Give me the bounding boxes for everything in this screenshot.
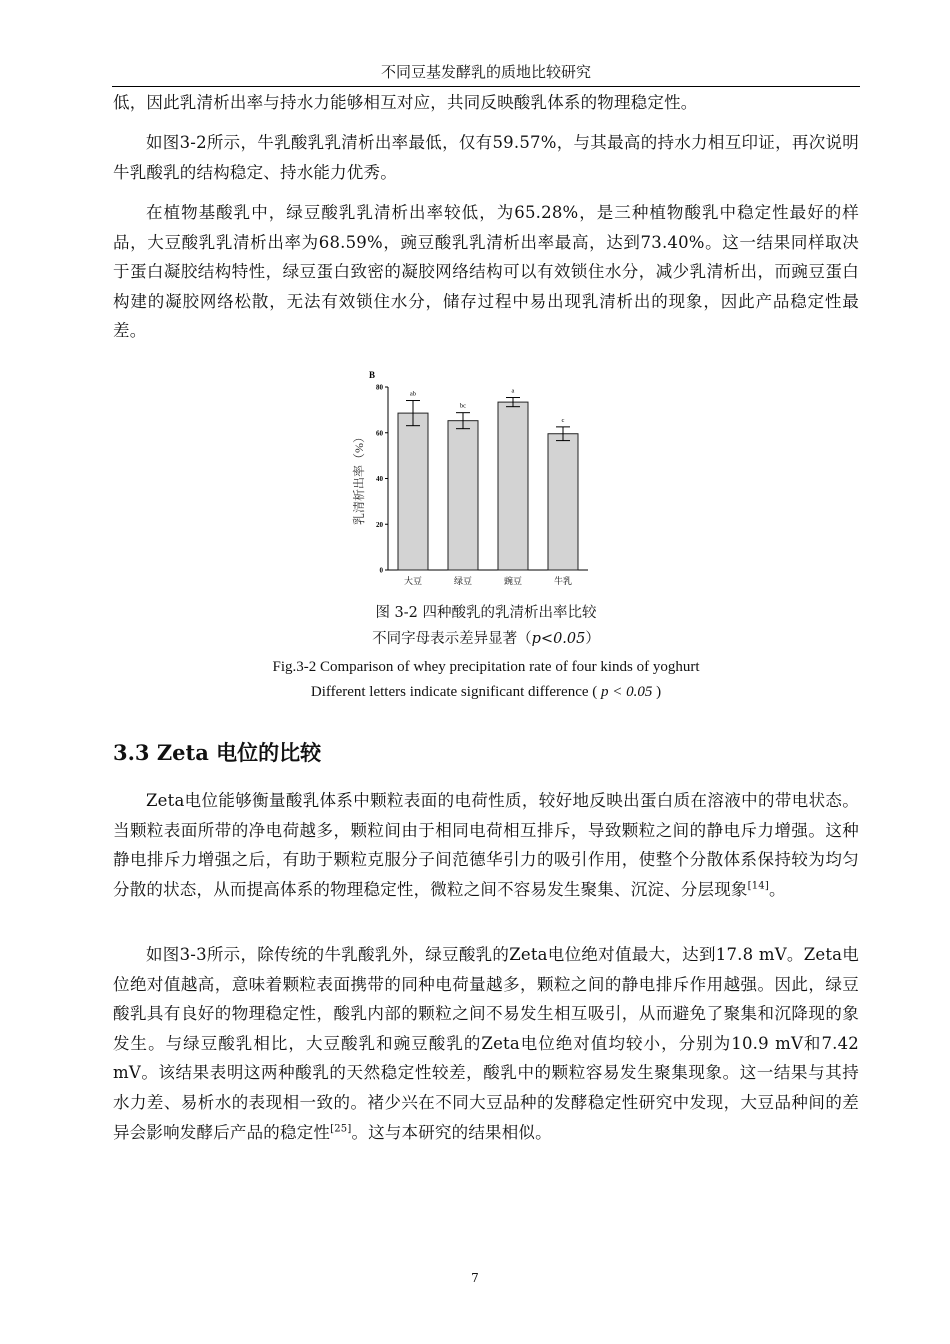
chart-panel-label: B: [369, 370, 376, 380]
figure-note-en: [112, 681, 860, 703]
paragraph-3-text: Zeta电位能够衡量酸乳体系中颗粒表面的电荷性质，较好地反映出蛋白质在溶液中的带电状态。当颗粒表面所带的净电荷越多，颗粒间由于相同电荷相互排斥，导致颗粒之间的静电斥力增强。这种静电排斥力增强之后，有助于颗粒克服分子间范德华引力的吸引作用，使整个分散体系保持较为均匀分散的状态，从而提高体系的物理稳定性，微粒之间不容易发生聚集、沉淀、分层现象: [113, 791, 859, 899]
y-tick-label: 20: [376, 520, 383, 529]
paragraph-4: [113, 940, 859, 1147]
paragraph-3-end: 。: [768, 879, 786, 899]
header-rule: [112, 86, 860, 87]
figure-note-cn-p: p<0.05: [531, 631, 586, 647]
citation-25: [25]: [330, 1123, 352, 1135]
bar-0: [398, 413, 428, 570]
paragraph-2: 在植物基酸乳中，绿豆酸乳乳清析出率较低，为65.28%，是三种植物酸乳中稳定性最好的样品，大豆酸乳乳清析出率为68.59%，豌豆酸乳乳清析出率最高，达到73.40%。这一结果同样取决于蛋白凝胶结构特性，绿豆蛋白致密的凝胶网络结构可以有效锁住水分，减少乳清析出，而豌豆蛋白构建的凝胶网络松散，无法有效锁住水分，储存过程中易出现乳清析出的现象，因此产品稳定性最差。: [113, 203, 859, 341]
y-tick-label: 40: [376, 475, 383, 483]
bar-3: [548, 434, 578, 570]
figure-note-en-suffix: ): [652, 684, 662, 700]
figure-note-cn-prefix: 不同字母表示差异显著（: [372, 631, 532, 647]
significance-letter-2: a: [511, 387, 515, 395]
paragraph-4-text: 如图3-3所示，除传统的牛乳酸乳外，绿豆酸乳的Zeta电位绝对值最大，达到17.8 mV。Zeta电位绝对值越高，意味着颗粒表面携带的同种电荷量越多，颗粒之间的静电排斥作用越强。因此，绿豆酸乳具有良好的物理稳定性，酸乳内部的颗粒之间不易发生相互吸引，从而避免了聚集和沉降现的象发生。与绿豆酸乳相比，大豆酸乳和豌豆酸乳的Zeta电位绝对值均较小，分别为10.9 mV和7.42 mV。该结果表明这两种酸乳的天然稳定性较差，酸乳中的颗粒容易发生聚集现象。这一结果与其持水力差、易析水的表现相一致的。褚少兴在不同大豆品种的发酵稳定性研究中发现，大豆品种间的差异会影响发酵后产品的稳定性: [113, 945, 859, 1142]
significance-letter-0: ab: [409, 390, 417, 398]
page-number: 7: [471, 1271, 479, 1285]
significance-letter-1: bc: [459, 402, 467, 410]
paragraph-3: [113, 786, 859, 904]
y-tick-label: 80: [376, 383, 383, 392]
paragraph-1: 如图3-2所示，牛乳酸乳乳清析出率最低，仅有59.57%，与其最高的持水力相互印证，再次说明牛乳酸乳的结构稳定、持水能力优秀。: [113, 133, 859, 182]
paragraph-0: 低，因此乳清析出率与持水力能够相互对应，共同反映酸乳体系的物理稳定性。: [113, 93, 698, 112]
x-tick-label-0: 大豆: [403, 576, 423, 586]
figure-note-cn-suffix: ）: [585, 631, 600, 647]
figure-caption-cn: 图 3-2 四种酸乳的乳清析出率比较: [375, 605, 597, 621]
running-header: 不同豆基发酵乳的质地比较研究: [380, 63, 591, 81]
figure-note-cn: [112, 628, 860, 650]
y-tick-label: 0: [379, 566, 383, 575]
chart-y-ticks: [376, 384, 388, 575]
bar-2: [498, 402, 528, 570]
chart-x-labels: [404, 575, 572, 586]
x-tick-label-2: 豌豆: [503, 576, 523, 586]
chart-y-axis-label: 乳清析出率（%）: [352, 431, 366, 525]
paragraph-4-end: 。这与本研究的结果相似。: [351, 1122, 552, 1142]
bar-1: [448, 421, 478, 570]
figure-caption-en: Fig.3-2 Comparison of whey precipitation rate of four kinds of yoghurt: [272, 659, 700, 675]
x-tick-label-1: 绿豆: [453, 576, 473, 586]
chart-bars: [398, 388, 578, 570]
figure-note-en-prefix: Different letters indicate significant difference (: [310, 684, 602, 700]
section-heading: 3.3 Zeta 电位的比较: [113, 740, 322, 765]
y-tick-label: 60: [376, 429, 383, 438]
x-tick-label-3: 牛乳: [553, 576, 573, 586]
figure-note-en-p: p < 0.05: [601, 684, 653, 700]
whey-precipitation-chart: [345, 368, 595, 590]
citation-14: [14]: [747, 880, 769, 892]
significance-letter-3: c: [561, 416, 565, 424]
